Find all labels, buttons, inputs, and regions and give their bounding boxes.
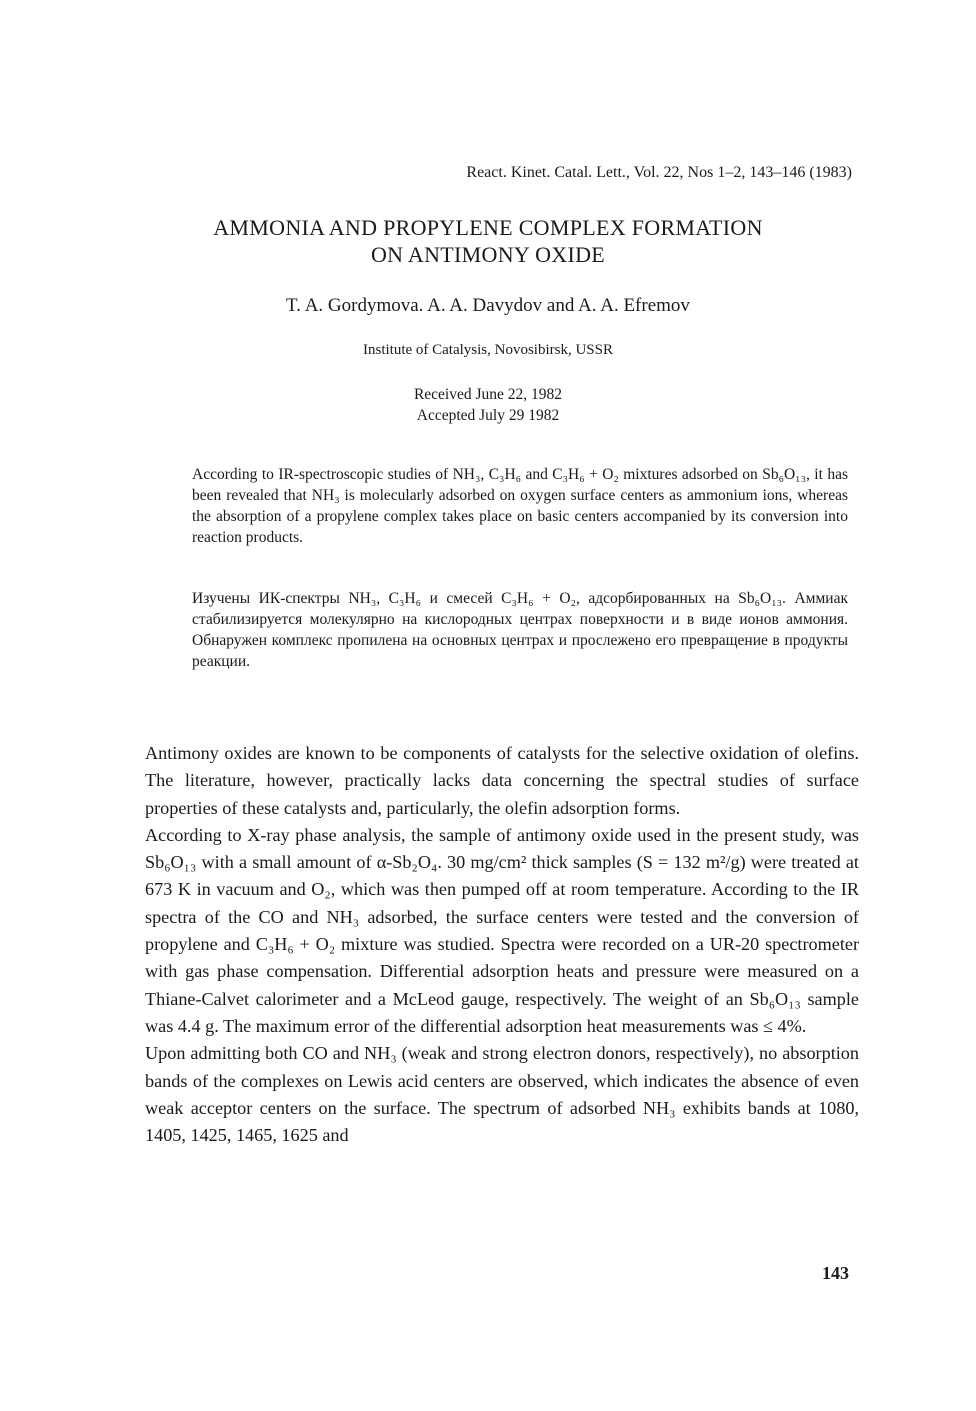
accepted-date: Accepted July 29 1982 (416, 407, 560, 424)
title-line-2: ON ANTIMONY OXIDE (370, 242, 606, 267)
authors: T. A. Gordymova. A. A. Davydov and A. A. Efremov (286, 295, 690, 316)
dates (0, 384, 976, 426)
paper-title (0, 214, 976, 268)
received-date: Received June 22, 1982 (413, 386, 563, 403)
abstract-english: According to IR-spectroscopic studies of NH₃, C₃H₆ and C₃H₆ + O₂ mixtures adsorbed on Sb₆O₁₃, it has been revealed that NH₃ is molecularly adsorbed on oxygen surface centers as ammonium ions, whereas the absorption of a propylene complex takes place on basic centers accompanied by its conversion into reaction products. (192, 466, 848, 546)
body-paragraph-3: Upon admitting both CO and NH₃ (weak and strong electron donors, respectively), no absorption bands of the complexes on Lewis acid centers are observed, which indicates the absence of even weak acceptor centers on the surface. The spectrum of adsorbed NH₃ exhibits bands at 1080, 1405, 1425, 1465, 1625 and (145, 1043, 859, 1146)
body-paragraph-1: Antimony oxides are known to be components of catalysts for the selective oxidation of olefins. The literature, however, practically lacks data concerning the spectral studies of surface properties of these catalysts and, particularly, the olefin adsorption forms. (145, 743, 859, 818)
journal-citation: React. Kinet. Catal. Lett., Vol. 22, Nos 1–2, 143–146 (1983) (466, 164, 852, 181)
abstract-russian: Изучены ИК-спектры NH₃, C₃H₆ и смесей C₃H₆ + O₂, адсорбированных на Sb₆O₁₃. Аммиак стабилизируется молекулярно на кислородных центрах поверхности и в виде ионов аммония. Обнаружен комплекс пропилена на основных центрах и прослежено его превращение в продукты реакции. (192, 590, 848, 670)
body-text (145, 740, 859, 1149)
body-paragraph-2: According to X-ray phase analysis, the sample of antimony oxide used in the present study, was Sb₆O₁₃ with a small amount of α-Sb₂O₄. 30 mg/cm² thick samples (S = 132 m²/g) were treated at 673 K in vacuum and O₂, which was then pumped off at room temperature. According to the IR spectra of the CO and NH₃ adsorbed, the surface centers were tested and the conversion of propylene and C₃H₆ + O₂ mixture was studied. Spectra were recorded on a UR-20 spectrometer with gas phase compensation. Differential adsorption heats and pressure were measured on a Thiane-Calvet calorimeter and a McLeod gauge, respectively. The weight of an Sb₆O₁₃ sample was 4.4 g. The maximum error of the differential adsorption heat measurements was ≤ 4%. (145, 824, 859, 1036)
title-line-1: AMMONIA AND PROPYLENE COMPLEX FORMATION (213, 215, 763, 240)
affiliation: Institute of Catalysis, Novosibirsk, USSR (362, 342, 613, 358)
page-number: 143 (822, 1263, 849, 1283)
